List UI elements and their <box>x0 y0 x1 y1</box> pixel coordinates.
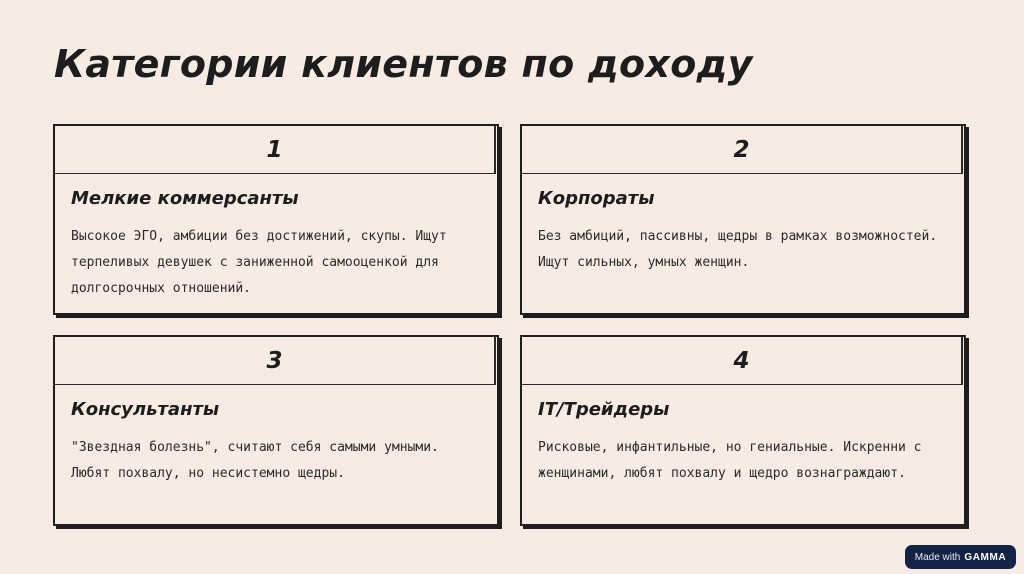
card-body <box>522 174 964 276</box>
card-number: 2 <box>733 136 750 163</box>
category-card-2 <box>520 124 966 315</box>
card-number: 3 <box>266 347 283 374</box>
category-card-4 <box>520 335 966 526</box>
card-body <box>55 385 497 487</box>
category-card-3 <box>53 335 499 526</box>
card-description: Рисковые, инфантильные, но гениальные. Искренни с женщинами, любят похвалу и щедро вознаграждают. <box>538 439 922 481</box>
badge-prefix: Made with <box>914 551 961 563</box>
card-description: Высокое ЭГО, амбиции без достижений, скупы. Ищут терпеливых девушек с заниженной самооценкой для долгосрочных отношений. <box>71 228 447 296</box>
card-title: Консультанты <box>71 399 220 420</box>
card-header <box>522 126 963 174</box>
card-header <box>522 337 963 385</box>
card-number: 1 <box>266 136 283 163</box>
card-body <box>55 174 497 302</box>
card-title: IT/Трейдеры <box>538 399 670 420</box>
card-description: Без амбиций, пассивны, щедры в рамках возможностей. Ищут сильных, умных женщин. <box>538 228 938 270</box>
card-header <box>55 126 496 174</box>
made-with-gamma-badge[interactable] <box>905 545 1016 569</box>
page-title: Категории клиентов по доходу <box>54 42 753 86</box>
card-title: Мелкие коммерсанты <box>71 188 299 209</box>
card-description: "Звездная болезнь", считают себя самыми умными. Любят похвалу, но несистемно щедры. <box>71 439 439 481</box>
card-number: 4 <box>733 347 750 374</box>
category-card-1 <box>53 124 499 315</box>
card-title: Корпораты <box>538 188 655 209</box>
card-body <box>522 385 964 487</box>
card-header <box>55 337 496 385</box>
gamma-logo: GAMMA <box>964 551 1007 563</box>
